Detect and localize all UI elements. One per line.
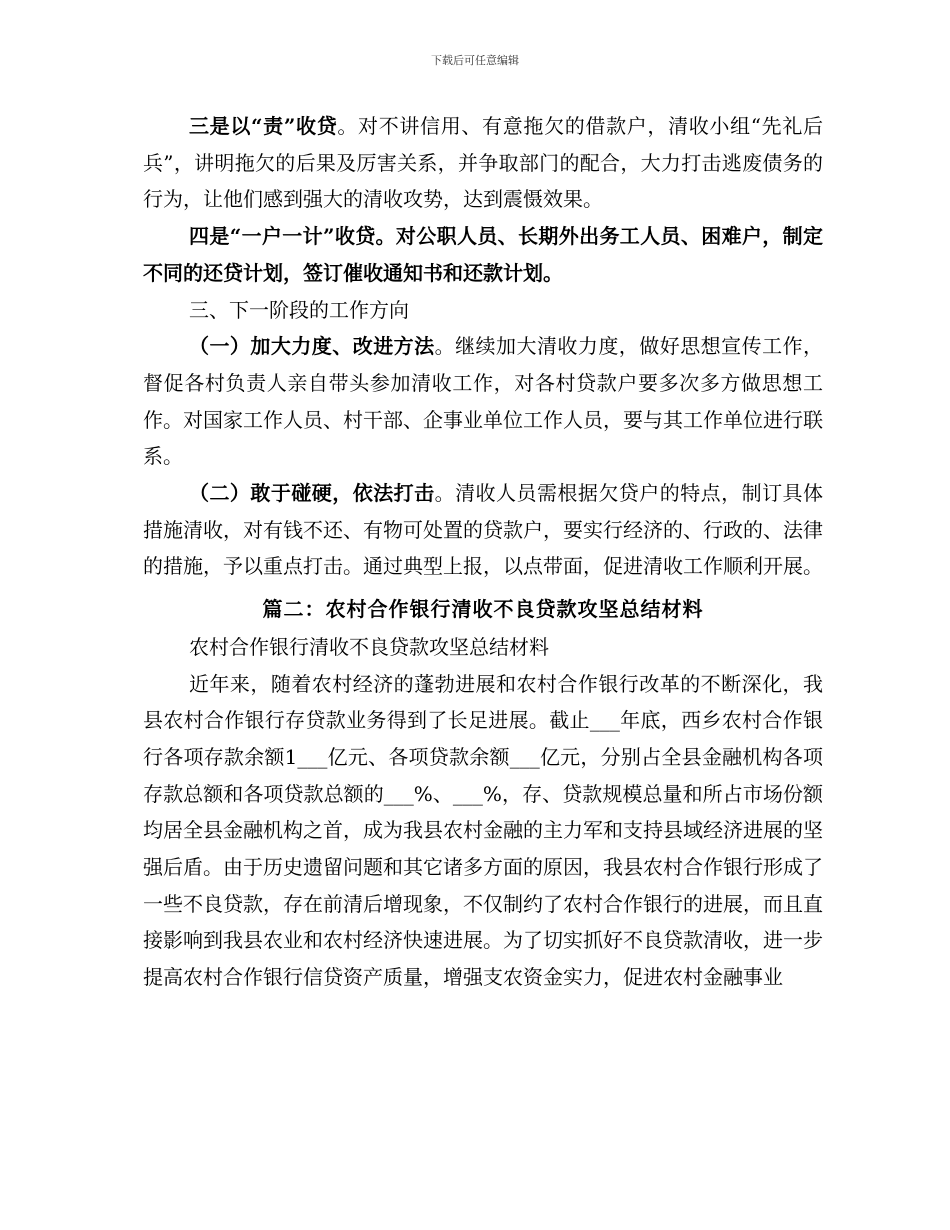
- paragraph-2: 四是“一户一计”收贷。对公职人员、长期外出务工人员、困难户，制定不同的还贷计划，签订催收通知书和还款计划。: [143, 224, 823, 285]
- paragraph-lead: 三是以“责”收贷: [189, 114, 338, 138]
- paragraph-1: [143, 108, 823, 218]
- paragraph-text: 。对不讲信用、有意拖欠的借款户，清收小组“先礼后兵”，讲明拖欠的后果及厉害关系，并争取部门的配合，大力打击逃废债务的行为，让他们感到强大的清收攻势，达到震慑效果。: [143, 114, 823, 212]
- paragraph-lead: （一）加大力度、改进方法: [189, 334, 435, 359]
- page-header: 下载后可任意编辑: [431, 54, 519, 67]
- paragraph-text: 。继续加大清收力度，做好思想宣传工作，督促各村负责人亲自带头参加清收工作，对各村贷款户要多次多方做思想工作。对国家工作人员、村干部、企事业单位工作人员，要与其工作单位进行联系。: [143, 334, 824, 469]
- paragraph-text: 。清收人员需根据欠贷户的特点，制订具体措施清收，对有钱不还、有物可处置的贷款户，要实行经济的、行政的、法律的措施，予以重点打击。通过典型上报，以点带面，促进清收工作顺利开展。: [143, 481, 824, 579]
- section-heading: 三、下一阶段的工作方向: [189, 297, 409, 322]
- paragraph-4: [143, 328, 823, 475]
- document-body: [143, 108, 823, 996]
- article-subtitle: 农村合作银行清收不良贷款攻坚总结材料: [189, 634, 549, 659]
- paragraph-lead: （二）敢于碰硬，依法打击: [189, 481, 435, 506]
- article-title: 篇二：农村合作银行清收不良贷款攻坚总结材料: [262, 597, 704, 622]
- paragraph-7: 近年来，随着农村经济的蓬勃进展和农村合作银行改革的不断深化，我县农村合作银行存贷款业务得到了长足进展。截止___年底，西乡农村合作银行各项存款余额1___亿元、各项贷款余额___亿元，分别占全县金融机构各项存款总额和各项贷款总额的___%、___%，存、贷款规模总量和所占市场份额均居全县金融机构之首，成为我县农村金融的主力军和支持县域经济进展的坚强后盾。由于历史遗留问题和其它诸多方面的原因，我县农村合作银行形成了一些不良贷款，存在前清后增现象，不仅制约了农村合作银行的进展，而且直接影响到我县农业和农村经济快速进展。为了切实抓好不良贷款清收，进一步提高农村合作银行信贷资产质量，增强支农资金实力，促进农村金融事业: [143, 671, 823, 990]
- paragraph-5: [143, 475, 823, 585]
